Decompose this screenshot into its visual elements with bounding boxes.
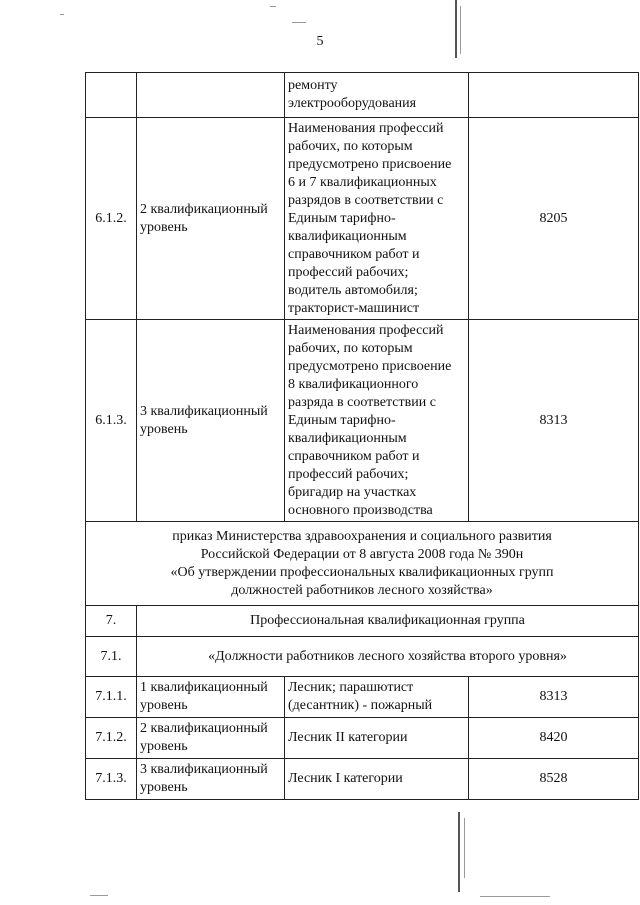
value-cell: 8528 [469,759,639,800]
description-cell: Наименования профессий рабочих, по которым предусмотрено присвоение 8 квалификационного разряда в соответствии с Единым тарифно- квалификационным справочником работ и профессий рабочих; бригадир на участках основного производства [285,320,469,522]
row-number-cell: 7.1.2. [86,718,137,759]
table-row [86,759,639,800]
subsection-row [86,637,639,677]
value-cell: 8205 [469,118,639,320]
row-number-cell: 6.1.2. [86,118,137,320]
description-cell: Лесник II категории [285,718,469,759]
value-cell: 8420 [469,718,639,759]
value-cell: 8313 [469,677,639,718]
order-note-row [86,522,639,606]
row-number-cell: 7.1.3. [86,759,137,800]
subsection-number: 7.1. [86,637,137,677]
level-cell: 2 квалификационный уровень [137,118,285,320]
description-cell: ремонту электрооборудования [285,73,469,118]
scan-artifact-line [455,0,457,58]
description-cell: Наименования профессий рабочих, по которым предусмотрено присвоение 6 и 7 квалификационных разрядов в соответствии с Единым тарифно- квалификационным справочником работ и профессий рабочих; водитель автомобиля; тракторист-машинист [285,118,469,320]
scan-speck [270,6,276,7]
row-number-cell: 7.1.1. [86,677,137,718]
row-number-cell: 6.1.3. [86,320,137,522]
qualification-table [85,72,639,800]
scan-artifact-line [458,812,460,892]
level-cell: 1 квалификационный уровень [137,677,285,718]
scan-speck [480,896,550,897]
level-cell: 3 квалификационный уровень [137,320,285,522]
scan-speck [292,22,306,23]
table-row [86,118,639,320]
scan-speck [60,14,64,15]
scan-artifact-line [460,6,461,54]
section-number: 7. [86,606,137,637]
subsection-title: «Должности работников лесного хозяйства второго уровня» [137,637,639,677]
scan-artifact-line [464,818,465,878]
row-number-cell [86,73,137,118]
order-note: приказ Министерства здравоохранения и социального развития Российской Федерации от 8 августа 2008 года № 390н «Об утверждении профессиональных квалификационных групп должностей работников лесного хозяйства» [86,522,639,606]
description-cell: Лесник I категории [285,759,469,800]
level-cell: 3 квалификационный уровень [137,759,285,800]
page-number: 5 [316,34,324,49]
section-title: Профессиональная квалификационная группа [137,606,639,637]
table-row [86,73,639,118]
table-row [86,677,639,718]
table-row [86,718,639,759]
value-cell [469,73,639,118]
scan-speck [90,895,108,896]
description-cell: Лесник; парашютист (десантник) - пожарный [285,677,469,718]
section-row [86,606,639,637]
level-cell: 2 квалификационный уровень [137,718,285,759]
table-row [86,320,639,522]
level-cell [137,73,285,118]
value-cell: 8313 [469,320,639,522]
